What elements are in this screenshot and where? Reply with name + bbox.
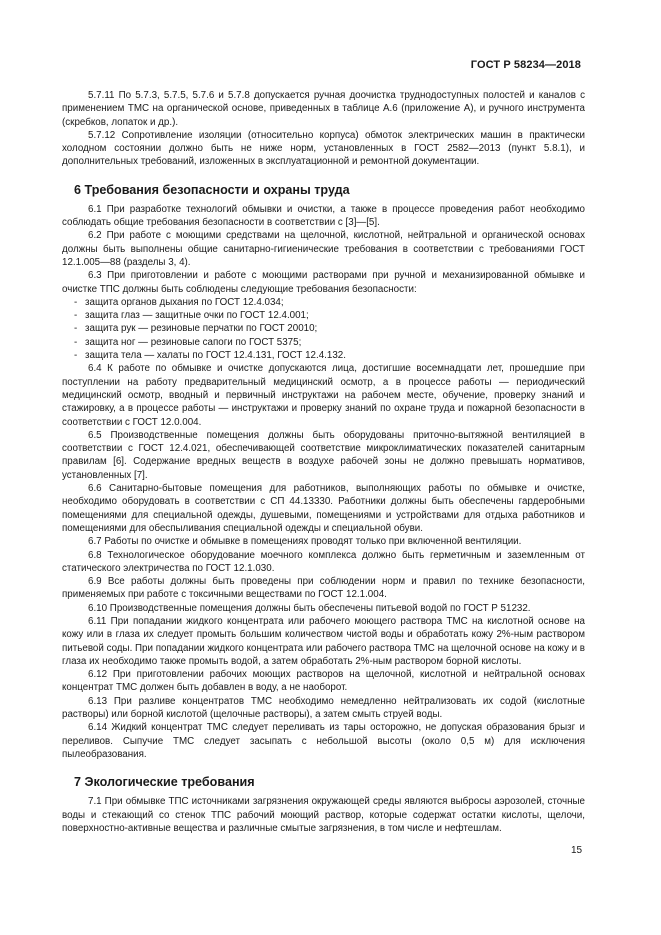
- section-6-heading: 6 Требования безопасности и охраны труда: [74, 182, 350, 197]
- list-dash: -: [74, 310, 78, 322]
- paragraph-6-13: 6.13 При разливе концентратов ТМС необходимо немедленно нейтрализовать их содой (кислотные растворы) или борной кислотой (щелочные растворы), а затем смыть струей воды.: [62, 695, 585, 721]
- list-item: [62, 309, 585, 322]
- paragraph-6-14: 6.14 Жидкий концентрат ТМС следует переливать из тары осторожно, не допуская образования брызг и переливов. Сыпучие ТМС следует засыпать с небольшой высоты (около 0,5 м) для исключения пылеобразования.: [62, 722, 585, 760]
- list-item-text: защита рук — резиновые перчатки по ГОСТ 20010;: [85, 323, 318, 335]
- paragraph-6-11: 6.11 При попадании жидкого концентрата или рабочего моющего раствора ТМС на кислотной основе на кожу или в глаза их следует промыть большим количеством чистой воды и обработать кожу 2%-ным раствором питьевой соды. При попадании жидкого концентрата или рабочего раствора ТМС на щелочной основе на кожу и в глаза их необходимо также промыть водой, а затем обработать 2%-ным раствором борной кислоты.: [62, 615, 585, 667]
- section-gap: [62, 169, 585, 182]
- page-number: 15: [571, 845, 583, 856]
- list-item: [62, 322, 585, 335]
- list-item-text: защита глаз — защитные очки по ГОСТ 12.4.001;: [85, 310, 309, 322]
- list-dash: -: [74, 296, 78, 308]
- list-item: [62, 296, 585, 309]
- paragraph-6-2: 6.2 При работе с моющими средствами на щелочной, кислотной, нейтральной и органической основах должны быть выполнены общие санитарно-гигиенические требования в соответствии с требованиями ГОСТ 12.1.005—88 (разделы 3, 4).: [62, 230, 585, 268]
- section-7-heading: 7 Экологические требования: [74, 775, 255, 790]
- list-item: [62, 349, 585, 362]
- paragraph-6-8: 6.8 Технологическое оборудование моечного комплекса должно быть герметичным и заземленным от статического электричества по ГОСТ 12.1.030.: [62, 549, 585, 574]
- paragraph-5-7-12: 5.7.12 Сопротивление изоляции (относительно корпуса) обмоток электрических машин в практически холодном состоянии должно быть не ниже норм, установленных в ГОСТ 2582—2013 (пункт 5.8.1), и дополнительных требований, изложенных в эксплуатационной и ремонтной документации.: [62, 129, 585, 168]
- paragraph-6-5: 6.5 Производственные помещения должны быть оборудованы приточно-вытяжной вентиляцией в соответствии с ГОСТ 12.4.021, обеспечивающей соответствие микроклиматических показателей санитарным правилам [6]. Содержание вредных веществ в воздухе рабочей зоны не должно превышать нормативов, установленных [7].: [62, 429, 585, 481]
- paragraph-6-1: 6.1 При разработке технологий обмывки и очистки, а также в процессе проведения работ необходимо соблюдать общие требования безопасности в соответствии с [3]—[5].: [62, 203, 585, 229]
- section-gap: [62, 761, 585, 774]
- standard-code: ГОСТ Р 58234—2018: [470, 59, 581, 71]
- list-item: [62, 336, 585, 349]
- ppe-list: [62, 296, 585, 362]
- list-item-text: защита органов дыхания по ГОСТ 12.4.034;: [85, 296, 284, 308]
- paragraph-6-7: 6.7 Работы по очистке и обмывке в помещениях проводят только при включенной вентиляции.: [88, 536, 522, 548]
- page-content: [62, 89, 585, 835]
- paragraph-6-10: 6.10 Производственные помещения должны быть обеспечены питьевой водой по ГОСТ Р 51232.: [88, 602, 531, 614]
- paragraph-6-6: 6.6 Санитарно-бытовые помещения для работников, выполняющих работы по обмывке и очистке, необходимо оборудовать в соответствии с СП 44.13330. Работники должны быть обеспечены гардеробными помещениями для специальной одежды, душевыми, помещениями и устройствами для отдыха работников и помещениями для обеспыливания специальной одежды и специальной обуви.: [62, 483, 585, 534]
- paragraph-6-3: 6.3 При приготовлении и работе с моющими растворами при ручной и механизированной обмывке и очистке ТПС должны быть соблюдены следующие требования безопасности:: [62, 270, 585, 295]
- list-item-text: защита тела — халаты по ГОСТ 12.4.131, ГОСТ 12.4.132.: [85, 350, 346, 362]
- list-dash: -: [74, 350, 78, 362]
- paragraph-6-9: 6.9 Все работы должны быть проведены при соблюдении норм и правил по технике безопасности, применяемых при работе с токсичными веществами по ГОСТ 12.1.004.: [62, 576, 585, 601]
- list-dash: -: [74, 323, 78, 335]
- paragraph-6-4: 6.4 К работе по обмывке и очистке допускаются лица, достигшие восемнадцати лет, прошедшие при поступлении на работу предварительный медицинский осмотр, а в процессе работы — периодический медицинский осмотр, вводный и первичный инструктажи на рабочем месте, обучение, проверку знаний и стажировку, а в процессе работы — инструктажи и проверку знаний по охране труда и пожарной безопасности в соответствии с ГОСТ 12.0.004.: [62, 363, 585, 428]
- paragraph-5-7-11: 5.7.11 По 5.7.3, 5.7.5, 5.7.6 и 5.7.8 допускается ручная доочистка труднодоступных полостей и каналов с применением ТМС на органической основе, приведенных в таблице А.6 (приложение А), и ручного инструмента (скребков, лопаток и др.).: [62, 90, 585, 128]
- list-dash: -: [74, 336, 78, 348]
- list-item-text: защита ног — резиновые сапоги по ГОСТ 5375;: [85, 336, 302, 348]
- paragraph-6-12: 6.12 При приготовлении рабочих моющих растворов на щелочной, кислотной и нейтральной основах концентрат ТМС должен быть добавлен в воду, а не наоборот.: [62, 669, 585, 694]
- paragraph-7-1: 7.1 При обмывке ТПС источниками загрязнения окружающей среды являются выбросы аэрозолей, сточные воды и стекающий со стенок ТПС рабочий моющий раствор, которые содержат остатки кислоты, щелочи, поверхностно-активные вещества и различные смытые загрязнения, в том числе и нефтешлам.: [62, 796, 585, 834]
